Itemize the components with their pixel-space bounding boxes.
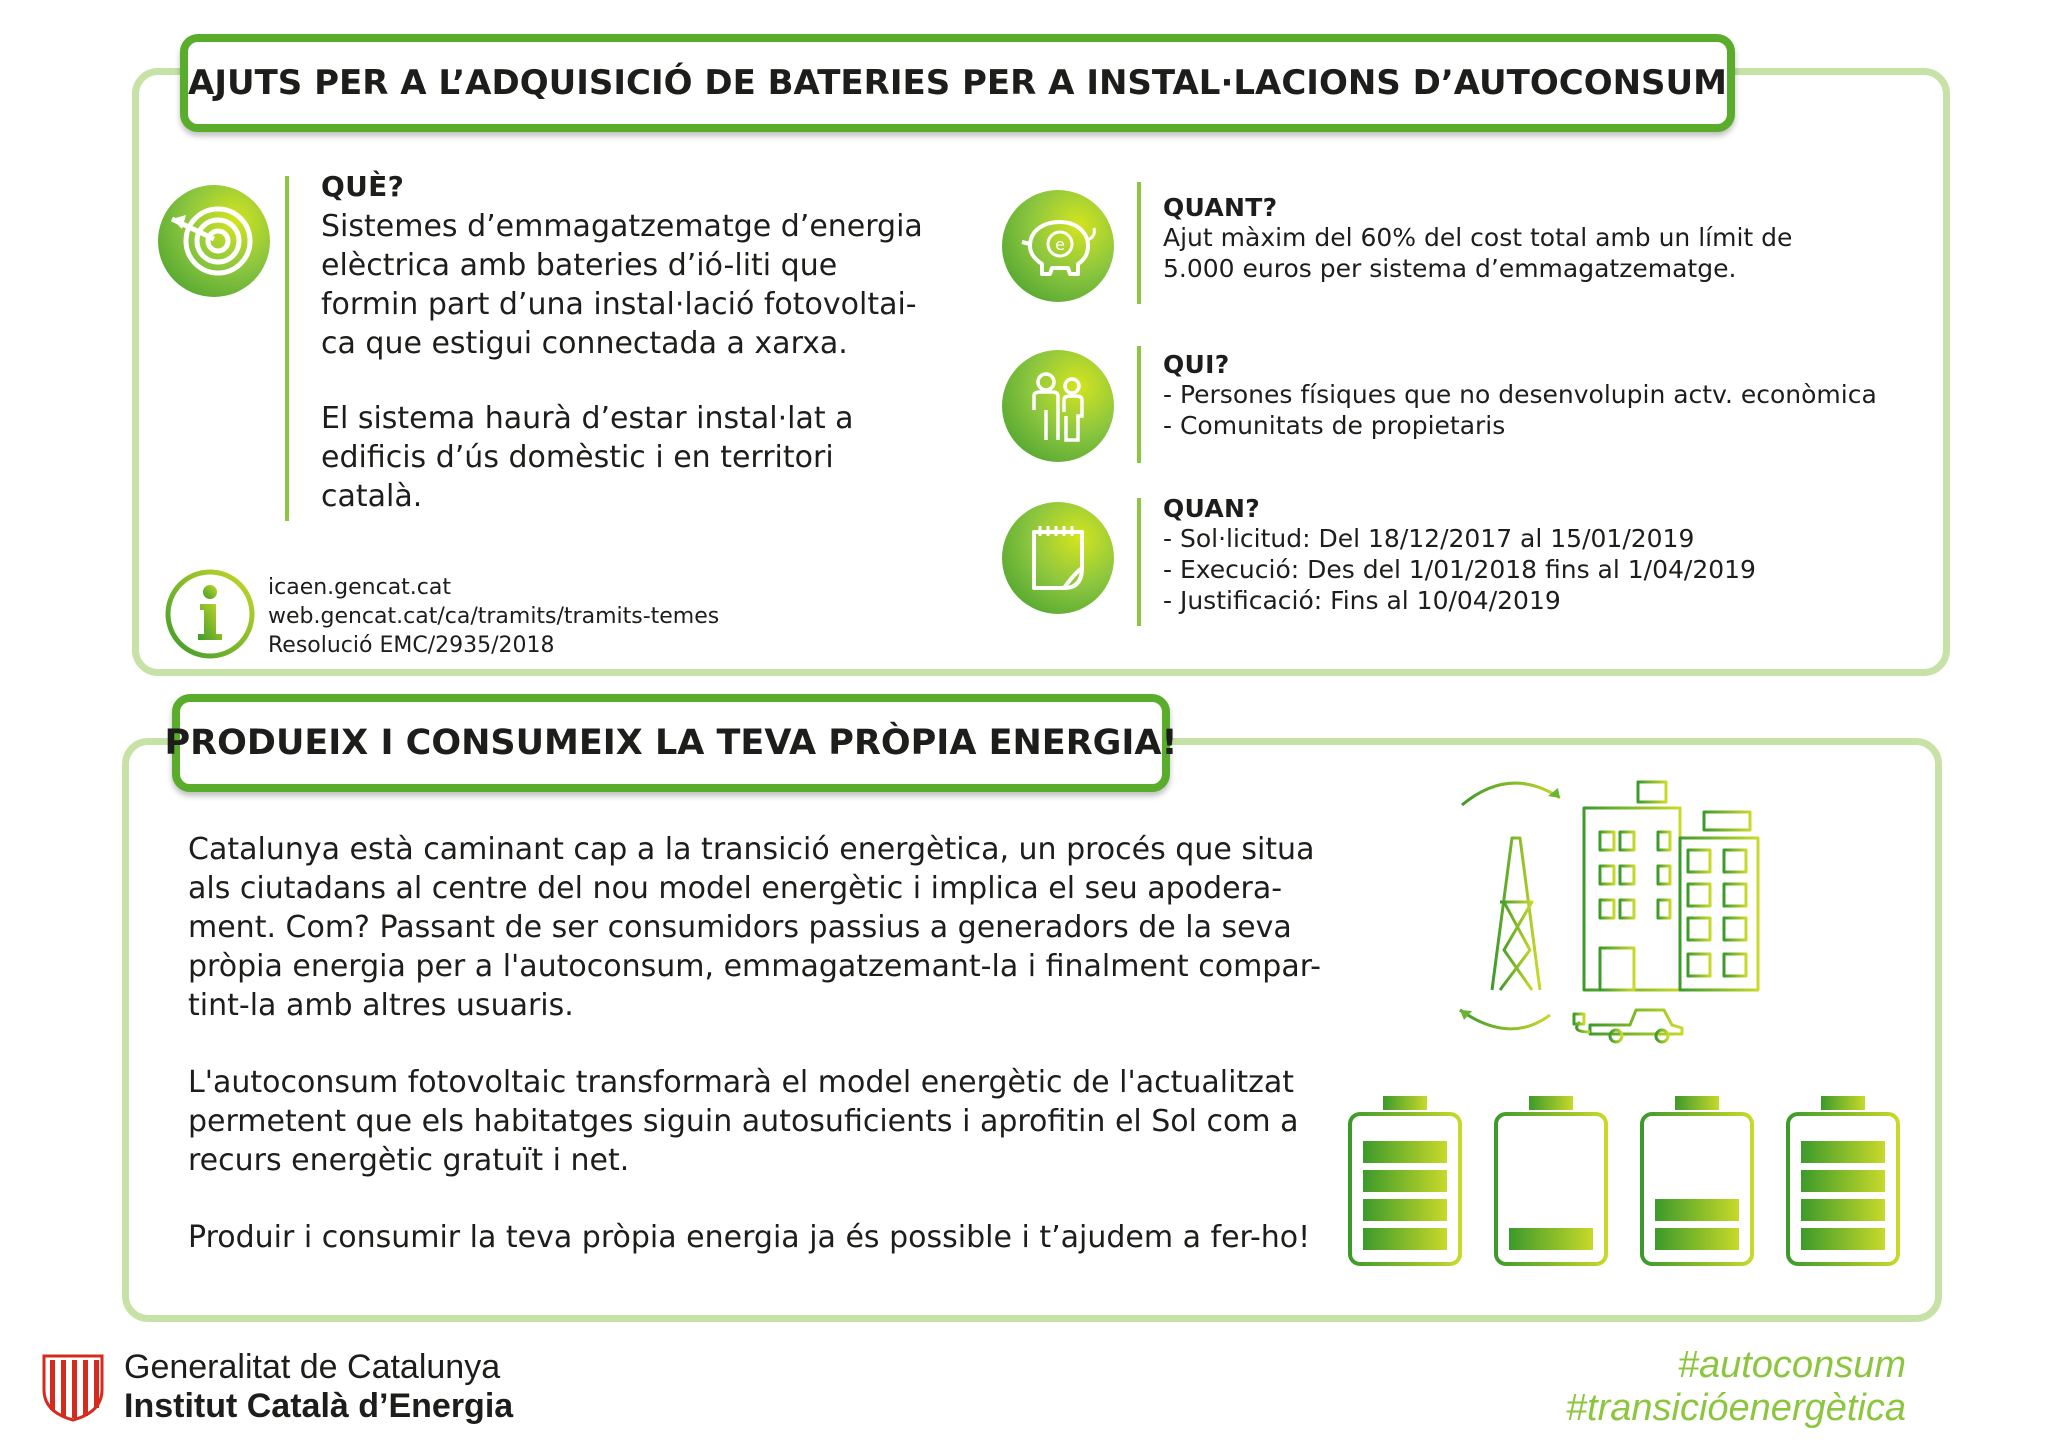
battery-level-bar (1801, 1170, 1885, 1192)
que-line: edificis d’ús domèstic i en territori (321, 440, 834, 475)
piggy-bank-euro-icon (1002, 190, 1114, 302)
battery-icon (1496, 1096, 1606, 1264)
hashtag-transicio[interactable]: #transicióenergètica (1565, 1387, 1906, 1429)
quan-line: - Justificació: Fins al 10/04/2019 (1163, 586, 1561, 615)
hashtag-autoconsum[interactable]: #autoconsum (1677, 1344, 1906, 1386)
section1-title-box (180, 34, 1735, 132)
quan-heading: QUAN? (1163, 494, 1261, 523)
que-line: formin part d’una instal·lació fotovoltai- (321, 287, 917, 322)
paragraph-line: Produir i consumir la teva pròpia energia ja és possible i t’ajudem a fer-ho! (188, 1220, 1311, 1255)
battery-level-bar (1363, 1228, 1447, 1250)
que-block (321, 170, 921, 516)
que-line: català. (321, 479, 423, 514)
quan-text (1163, 523, 1756, 616)
battery-level-bar (1509, 1228, 1593, 1250)
paragraph-line: Catalunya està caminant cap a la transició energètica, un procés que situa (188, 832, 1315, 867)
paragraph-line: recurs energètic gratuït i net. (188, 1143, 630, 1178)
battery-level-bar (1363, 1199, 1447, 1221)
quan-line: - Sol·licitud: Del 18/12/2017 al 15/01/2019 (1163, 524, 1695, 553)
footer-line-2: Institut Català d’Energia (124, 1387, 514, 1425)
battery-level-bar (1801, 1228, 1885, 1250)
section2-title: PRODUEIX I CONSUMEIX LA TEVA PRÒPIA ENERGIA! (164, 723, 1178, 763)
que-divider (285, 176, 289, 521)
battery-icon (1788, 1096, 1898, 1264)
energy-transition-illustration (1420, 770, 1810, 1050)
battery-terminal (1821, 1096, 1865, 1110)
svg-text:e: e (1055, 235, 1065, 254)
target-icon (158, 185, 270, 297)
battery-level-bar (1801, 1141, 1885, 1163)
quant-line: Ajut màxim del 60% del cost total amb un límit de (1163, 223, 1793, 252)
section2-title-box (164, 694, 1178, 792)
paragraph-line: L'autoconsum fotovoltaic transformarà el model energètic de l'actualitzat (188, 1065, 1295, 1100)
footer-logo-text (124, 1348, 513, 1426)
paragraph-line: ment. Com? Passant de ser consumidors passius a generadors de la seva (188, 910, 1292, 945)
que-line: elèctrica amb bateries d’ió-liti que (321, 248, 838, 283)
quant-text (1163, 222, 1792, 284)
info-block (268, 573, 719, 660)
info-resolution: Resolució EMC/2935/2018 (268, 633, 555, 658)
paragraph-line: permetent que els habitatges siguin autosuficients i aprofitin el Sol com a (188, 1104, 1299, 1139)
que-text-2 (321, 399, 921, 516)
people-icon (1002, 350, 1114, 462)
battery-level-bar (1801, 1199, 1885, 1221)
quan-block (1163, 494, 1756, 616)
qui-heading: QUI? (1163, 350, 1230, 379)
info-link-tramits[interactable]: web.gencat.cat/ca/tramits/tramits-temes (268, 604, 720, 629)
battery-terminal (1529, 1096, 1573, 1110)
battery-icon (1350, 1096, 1460, 1264)
section1-title: AJUTS PER A L’ADQUISICIÓ DE BATERIES PER A INSTAL·LACIONS D’AUTOCONSUM (188, 63, 1727, 103)
section2-paragraph-2 (188, 1063, 1308, 1180)
qui-block (1163, 350, 1877, 441)
section2-paragraph-3 (188, 1218, 1311, 1257)
battery-level-bar (1363, 1170, 1447, 1192)
quant-heading: QUANT? (1163, 193, 1278, 222)
battery-level-bar (1363, 1141, 1447, 1163)
hashtags (1566, 1344, 1906, 1430)
battery-icon (1642, 1096, 1752, 1264)
battery-level-bar (1655, 1199, 1739, 1221)
paragraph-line: pròpia energia per a l'autoconsum, emmagatzemant-la i finalment compar- (188, 949, 1321, 984)
quant-divider (1137, 182, 1141, 304)
que-text (321, 207, 921, 363)
quant-line: 5.000 euros per sistema d’emmagatzematge. (1163, 254, 1737, 283)
generalitat-shield-icon (40, 1350, 106, 1422)
section2-text (188, 830, 1321, 1257)
section2-paragraph-1 (188, 830, 1321, 1025)
batteries-row (1342, 1086, 1902, 1272)
battery-terminal (1675, 1096, 1719, 1110)
info-icon (164, 568, 256, 660)
paragraph-line: tint-la amb altres usuaris. (188, 988, 574, 1023)
qui-line: - Persones físiques que no desenvolupin actv. econòmica (1163, 380, 1877, 409)
qui-divider (1137, 346, 1141, 463)
que-line: ca que estigui connectada a xarxa. (321, 326, 848, 361)
quan-divider (1137, 498, 1141, 626)
footer-line-1: Generalitat de Catalunya (124, 1348, 501, 1386)
paragraph-line: als ciutadans al centre del nou model energètic i implica el seu apodera- (188, 871, 1283, 906)
qui-line: - Comunitats de propietaris (1163, 411, 1506, 440)
info-link-icaen[interactable]: icaen.gencat.cat (268, 575, 452, 600)
que-line: El sistema haurà d’estar instal·lat a (321, 401, 854, 436)
calendar-icon (1002, 502, 1114, 614)
quant-block (1163, 193, 1792, 284)
que-line: Sistemes d’emmagatzematge d’energia (321, 209, 923, 244)
battery-terminal (1383, 1096, 1427, 1110)
quan-line: - Execució: Des del 1/01/2018 fins al 1/04/2019 (1163, 555, 1756, 584)
que-heading: QUÈ? (321, 170, 405, 203)
battery-level-bar (1655, 1228, 1739, 1250)
info-text (268, 573, 719, 660)
qui-text (1163, 379, 1877, 441)
